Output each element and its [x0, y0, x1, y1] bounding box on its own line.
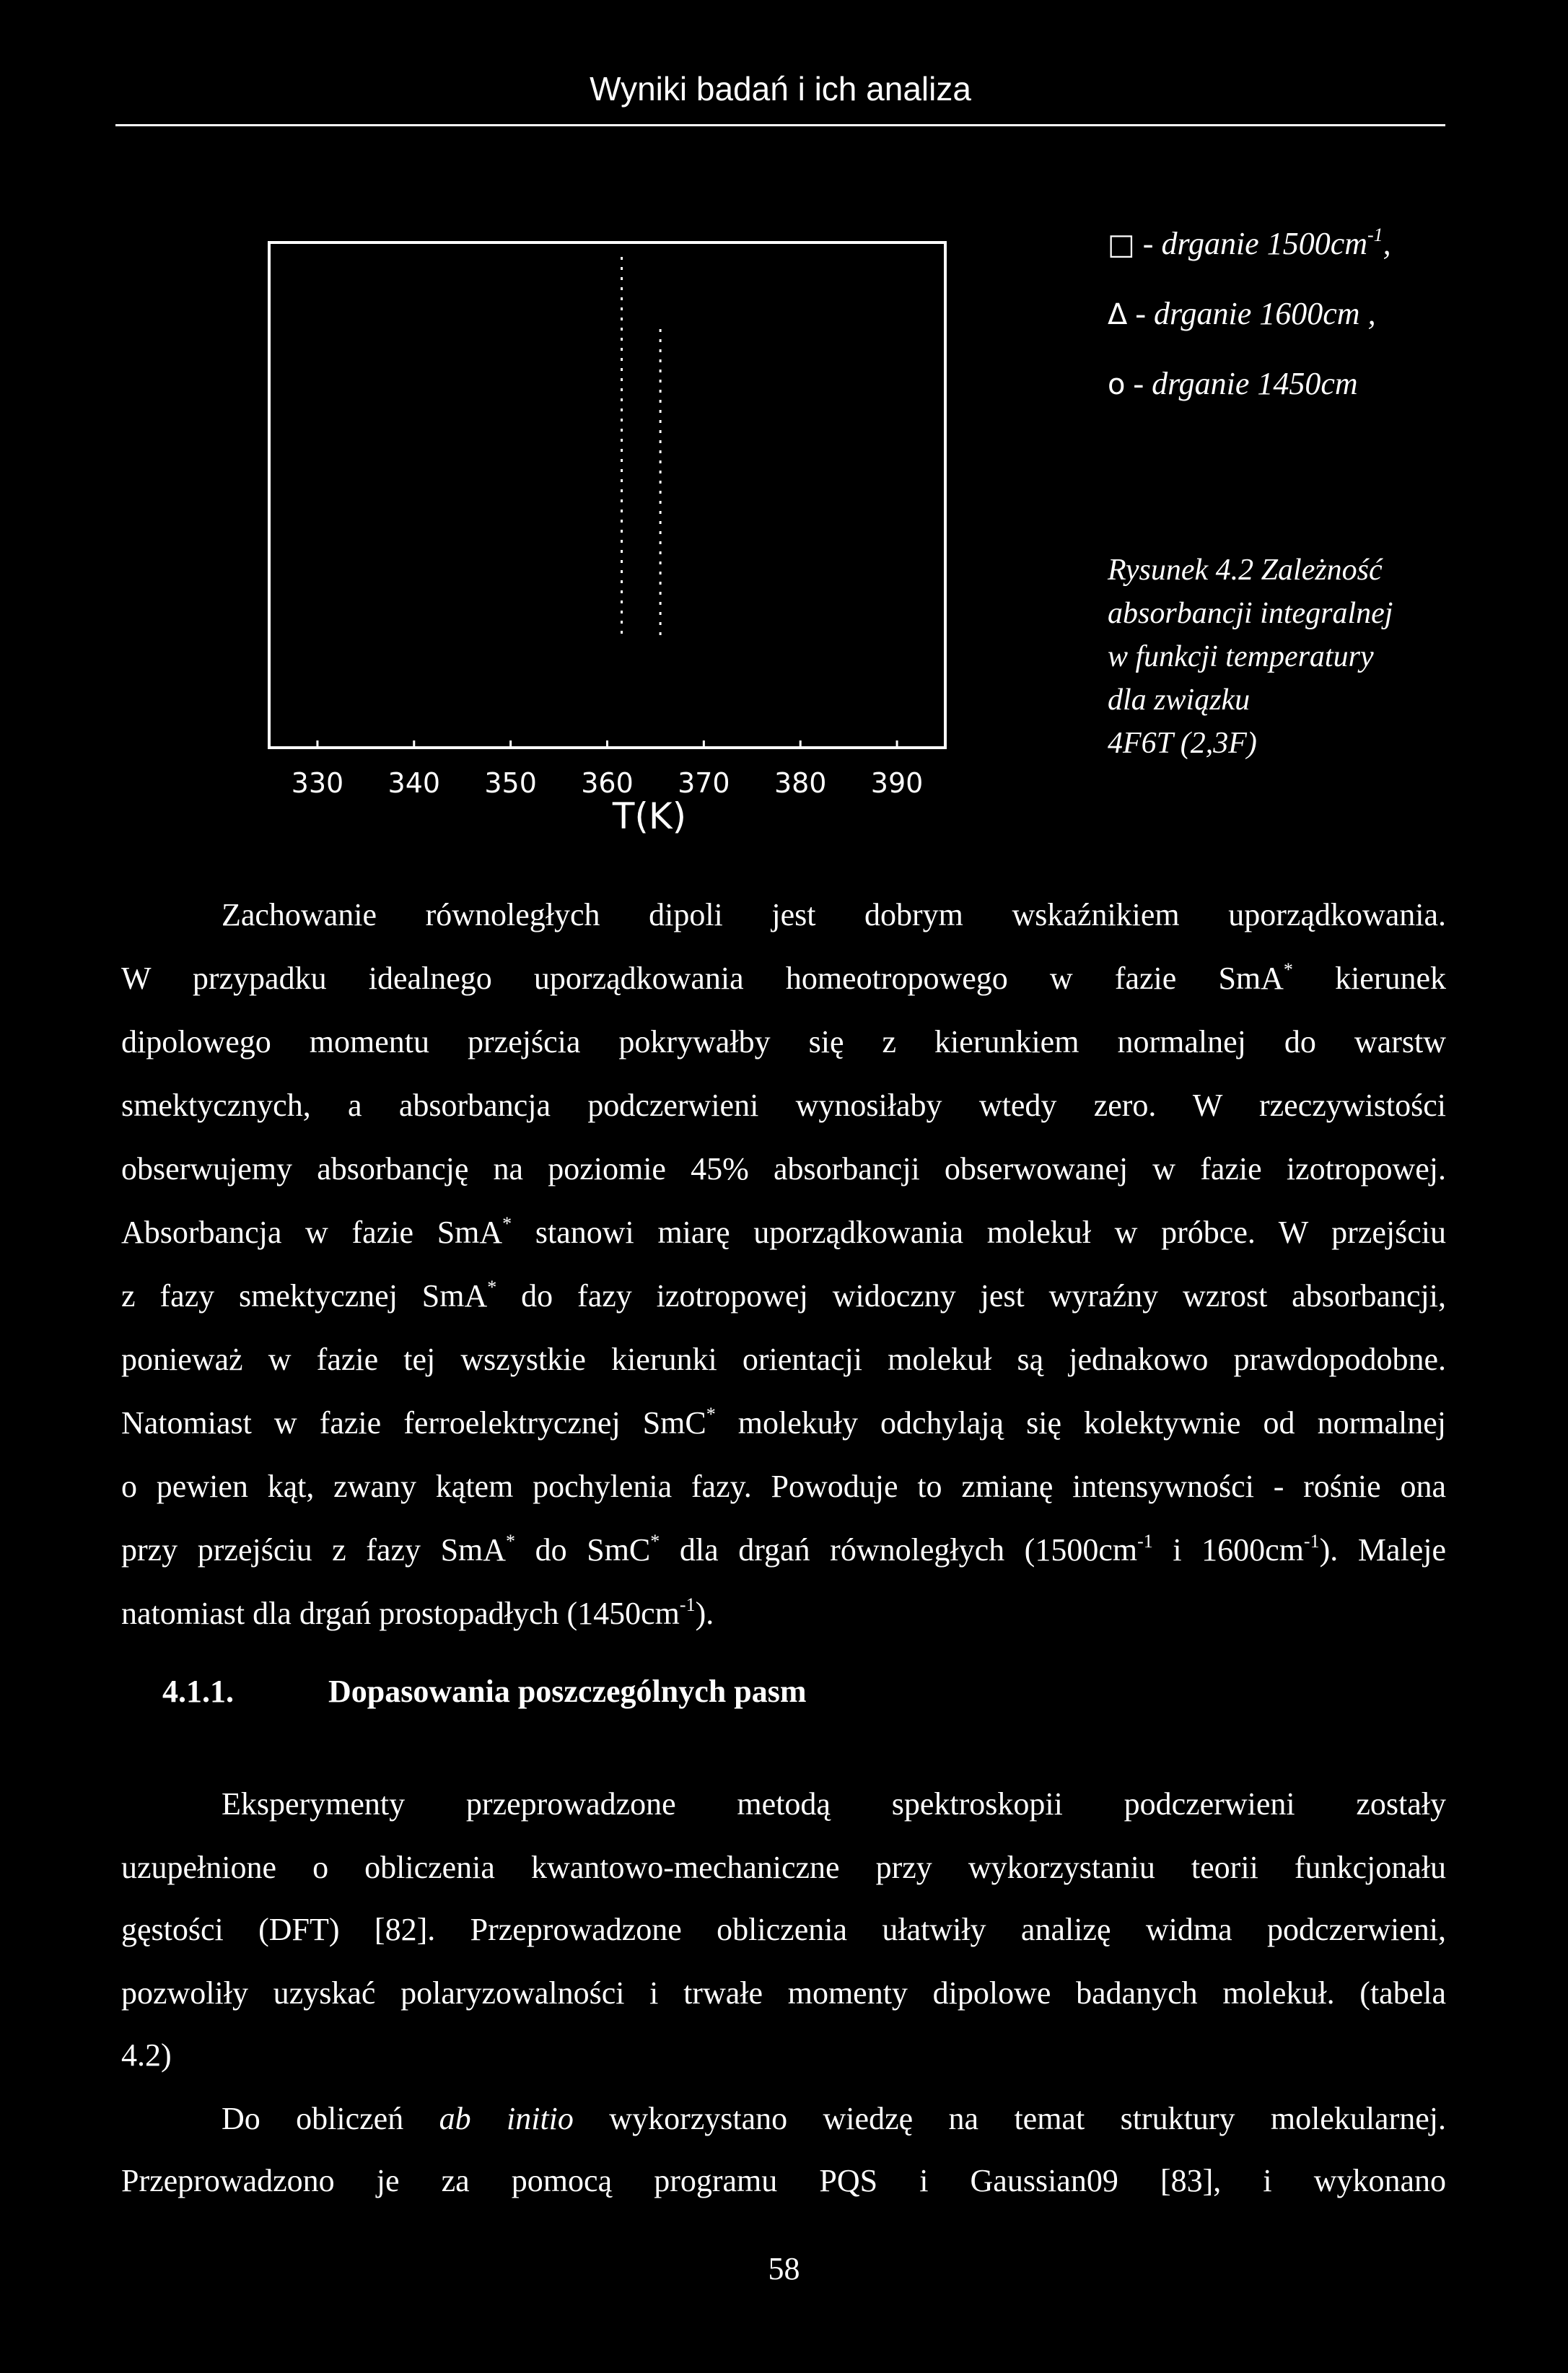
dashed-vertical-lines	[622, 257, 661, 639]
x-axis-label: T(K)	[612, 795, 687, 837]
body-line: Absorbancja w fazie SmA* stanowi miarę uporządkowania molekuł w próbce. W przejściu	[121, 1213, 1446, 1250]
triangle-marker-icon: Δ	[1108, 298, 1128, 331]
x-tick-label: 370	[678, 767, 730, 799]
x-tick-label: 390	[870, 767, 924, 799]
body-line: Natomiast w fazie ferroelektrycznej SmC* molekuły odchylają się kolektywnie od normalnej	[121, 1404, 1446, 1441]
body-line: pozwoliły uzyskać polaryzowalności i trwałe momenty dipolowe badanych molekuł. (tabela	[121, 1975, 1446, 2011]
x-tick-label: 340	[387, 767, 441, 799]
body-line: smektycznych, a absorbancja podczerwieni wynosiłaby wtedy zero. W rzeczywistości	[121, 1088, 1446, 1123]
body-line: W przypadku idealnego uporządkowania homeotropowego w fazie SmA* kierunek	[121, 959, 1447, 996]
legend-item-tail: ,	[1359, 296, 1376, 331]
body-line: ponieważ w fazie tej wszystkie kierunki orientacji molekuł są jednakowo prawdopodobne.	[121, 1342, 1446, 1377]
x-tick-label: 330	[291, 767, 344, 799]
legend-item-1600	[1108, 279, 1512, 349]
body-line: obserwujemy absorbancję na poziomie 45% absorbancji obserwowanej w fazie izotropowej.	[121, 1151, 1446, 1186]
x-tick-label: 350	[484, 767, 537, 799]
x-tick-label: 380	[774, 767, 827, 799]
page-number: 58	[768, 2251, 800, 2286]
section-heading	[162, 1673, 807, 1710]
x-axis-tick-labels	[292, 767, 924, 799]
body-line: przy przejściu z fazy SmA* do SmC* dla drgań równoległych ($1500cm^{-1}$ i $1600cm^{-1}$). Maleje	[121, 1531, 1446, 1568]
body-line: natomiast dla drgań prostopadłych $(1450cm^{-1})$.	[121, 1594, 714, 1631]
legend-item-text: - drganie 1500cm	[1142, 226, 1367, 261]
running-header: Wyniki badań i ich analiza	[590, 70, 971, 108]
body-line: dipolowego momentu przejścia pokrywałby się z kierunkiem normalnej do warstw	[121, 1024, 1446, 1059]
circle-marker-icon: o	[1108, 368, 1126, 401]
plot-frame	[269, 242, 945, 748]
chart-legend	[1108, 209, 1512, 419]
body-line: gęstości (DFT) [82]. Przeprowadzone obliczenia ułatwiły analizę widma podczerwieni,	[121, 1912, 1446, 1947]
body-line: o pewien kąt, zwany kątem pochylenia fazy. Powoduje to zmianę intensywności - rośnie ona	[121, 1469, 1446, 1504]
legend-item-text: - drganie 1450cm	[1133, 366, 1358, 401]
body-line: Do obliczeń ab initio wykorzystano wiedzę na temat struktury molekularnej.	[222, 2101, 1446, 2136]
legend-item-tail: ,	[1383, 226, 1391, 261]
section-number: 4.1.1.	[162, 1674, 234, 1709]
caption-line: absorbancji integralnej	[1108, 597, 1393, 630]
square-marker-icon: □	[1108, 228, 1135, 261]
legend-item-sup: -1	[1367, 224, 1383, 245]
caption-line: Rysunek 4.2 Zależność	[1108, 554, 1383, 587]
body-line: uzupełnione o obliczenia kwantowo-mechaniczne przy wykorzystaniu teorii funkcjonału	[121, 1850, 1446, 1885]
legend-item-text: - drganie 1600cm	[1135, 296, 1360, 331]
body-line: Eksperymenty przeprowadzone metodą spektroskopii podczerwieni zostały	[222, 1786, 1446, 1822]
caption-line: dla związku	[1108, 683, 1251, 717]
legend-item-1450	[1108, 349, 1512, 419]
section-title: Dopasowania poszczególnych pasm	[328, 1674, 807, 1709]
legend-item-1500	[1108, 209, 1512, 279]
x-tick-label: 360	[581, 767, 634, 799]
body-line: Zachowanie równoległych dipoli jest dobrym wskaźnikiem uporządkowania.	[222, 897, 1446, 932]
caption-line: 4F6T (2,3F)	[1108, 727, 1257, 760]
caption-line: w funkcji temperatury	[1108, 640, 1374, 673]
body-line: 4.2)	[121, 2037, 172, 2073]
body-line: Przeprowadzono je za pomocą programu PQS i Gaussian09 [83], i wykonano	[121, 2163, 1446, 2198]
body-line: z fazy smektycznej SmA* do fazy izotropowej widoczny jest wyraźny wzrost absorbancji,	[121, 1277, 1446, 1314]
figure-caption	[1108, 549, 1512, 765]
